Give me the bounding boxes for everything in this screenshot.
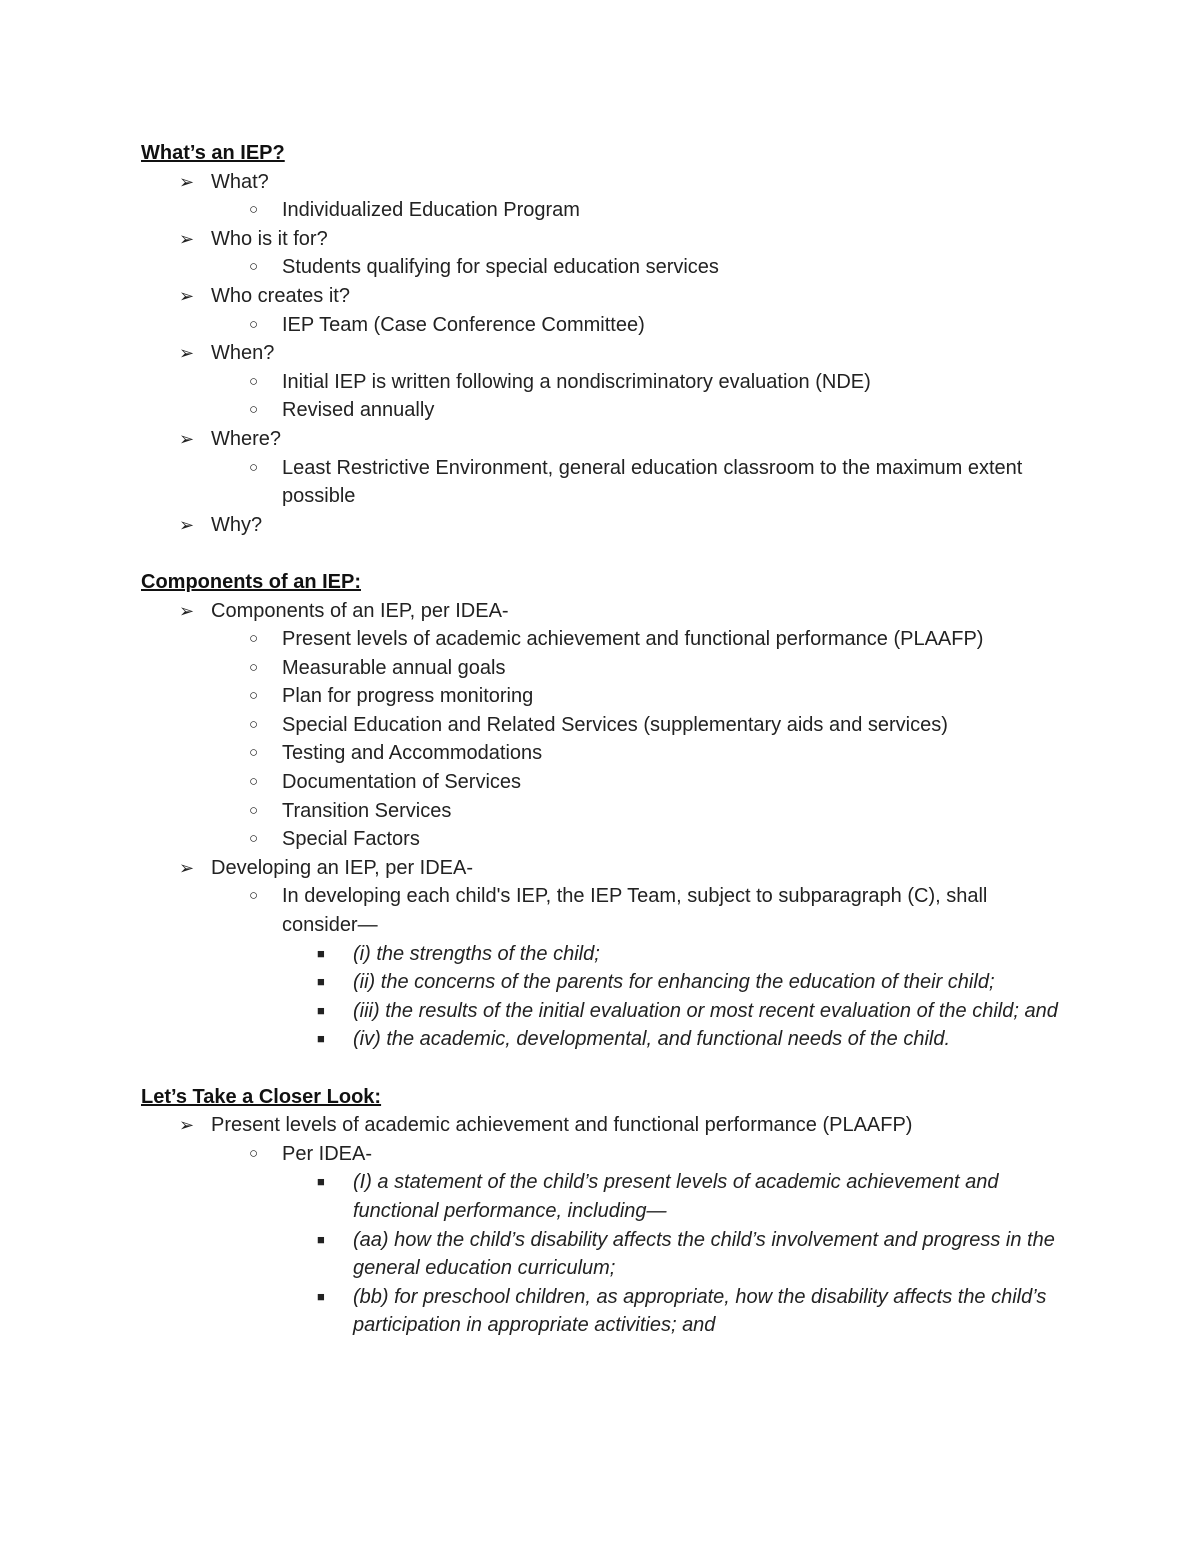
list-item (141, 968, 1061, 997)
list-item (141, 282, 1061, 311)
list-item (141, 625, 1061, 654)
list-item-text: (iv) the academic, developmental, and functional needs of the child. (353, 1028, 951, 1051)
circle-bullet-icon: ○ (249, 687, 259, 705)
list-item-text: Per IDEA- (282, 1142, 373, 1165)
circle-bullet-icon: ○ (249, 887, 259, 905)
list-item (141, 454, 1061, 511)
list-item (141, 196, 1061, 225)
list-item (141, 997, 1061, 1026)
list-item-text: IEP Team (Case Conference Committee) (282, 313, 645, 336)
list-item (141, 311, 1061, 340)
list-item (141, 597, 1061, 626)
arrow-bullet-icon: ➢ (179, 428, 195, 449)
list-item-text: Measurable annual goals (282, 656, 506, 679)
list-item-text: Students qualifying for special education services (282, 256, 719, 279)
list-item-text: Why? (211, 513, 263, 536)
list-item-text: Initial IEP is written following a nondiscriminatory evaluation (NDE) (282, 370, 871, 393)
list-item-text: Revised annually (282, 399, 435, 422)
circle-bullet-icon: ○ (249, 773, 259, 791)
square-bullet-icon: ■ (317, 1002, 325, 1018)
list-item-text: Special Education and Related Services (supplementary aids and services) (282, 713, 948, 736)
square-bullet-icon: ■ (317, 1288, 325, 1304)
circle-bullet-icon: ○ (249, 201, 259, 219)
list-item-text: Special Factors (282, 828, 420, 851)
arrow-bullet-icon: ➢ (179, 285, 195, 306)
list-item-text: Components of an IEP, per IDEA- (211, 599, 509, 622)
section-heading: Components of an IEP: (141, 570, 361, 593)
list-item (141, 1140, 1061, 1169)
arrow-bullet-icon: ➢ (179, 514, 195, 535)
arrow-bullet-icon: ➢ (179, 228, 195, 249)
list-item (141, 225, 1061, 254)
list-item (141, 854, 1061, 883)
square-bullet-icon: ■ (317, 974, 325, 990)
list-item (141, 253, 1061, 282)
list-item-text: Testing and Accommodations (282, 742, 543, 765)
circle-bullet-icon: ○ (249, 801, 259, 819)
list-item (141, 1168, 1061, 1225)
list-item (141, 168, 1061, 197)
list-item (141, 768, 1061, 797)
list-item (141, 739, 1061, 768)
list-item-text: Who is it for? (211, 227, 328, 250)
list-item-text: Present levels of academic achievement and functional performance (PLAAFP) (282, 628, 984, 651)
list-item (141, 654, 1061, 683)
circle-bullet-icon: ○ (249, 372, 259, 390)
arrow-bullet-icon: ➢ (179, 171, 195, 192)
list-item (141, 425, 1061, 454)
circle-bullet-icon: ○ (249, 458, 259, 476)
circle-bullet-icon: ○ (249, 830, 259, 848)
circle-bullet-icon: ○ (249, 630, 259, 648)
list-item-text: Individualized Education Program (282, 199, 580, 222)
section-heading: What’s an IEP? (141, 142, 285, 164)
circle-bullet-icon: ○ (249, 715, 259, 733)
section-heading: Let’s Take a Closer Look: (141, 1085, 382, 1108)
list-item (141, 396, 1061, 425)
list-item (141, 511, 1061, 540)
list-item-text: (i) the strengths of the child; (353, 942, 600, 965)
list-item (141, 882, 1061, 939)
square-bullet-icon: ■ (317, 1231, 325, 1247)
list-item-text: Present levels of academic achievement and functional performance (PLAAFP) (211, 1114, 913, 1137)
list-item (141, 1283, 1061, 1340)
arrow-bullet-icon: ➢ (179, 600, 195, 621)
list-item-text: (bb) for preschool children, as appropriate, how the disability affects the child’s participation in appropriate activities; and (353, 1285, 1047, 1337)
list-item (141, 339, 1061, 368)
circle-bullet-icon: ○ (249, 258, 259, 276)
list-item (141, 682, 1061, 711)
list-item-text: (ii) the concerns of the parents for enhancing the education of their child; (353, 971, 995, 994)
list-item (141, 797, 1061, 826)
document-body (141, 139, 1061, 1340)
list-item-text: In developing each child's IEP, the IEP Team, subject to subparagraph (C), shall consider— (282, 885, 988, 937)
circle-bullet-icon: ○ (249, 315, 259, 333)
list-item (141, 1226, 1061, 1283)
list-item (141, 1111, 1061, 1140)
circle-bullet-icon: ○ (249, 744, 259, 762)
list-item-text: Developing an IEP, per IDEA- (211, 856, 474, 879)
list-item-text: Plan for progress monitoring (282, 685, 534, 708)
list-item (141, 1025, 1061, 1054)
list-item-text: Where? (211, 427, 282, 450)
circle-bullet-icon: ○ (249, 401, 259, 419)
arrow-bullet-icon: ➢ (179, 1115, 195, 1136)
list-item-text: Who creates it? (211, 284, 350, 307)
list-item-text: Least Restrictive Environment, general education classroom to the maximum extent possible (282, 456, 1023, 508)
square-bullet-icon: ■ (317, 1031, 325, 1047)
square-bullet-icon: ■ (317, 1174, 325, 1190)
circle-bullet-icon: ○ (249, 1144, 259, 1162)
list-item-text: (iii) the results of the initial evaluation or most recent evaluation of the child; and (353, 999, 1058, 1022)
list-item-text: Documentation of Services (282, 771, 522, 794)
list-item-text: When? (211, 342, 275, 365)
blank-line (141, 539, 1061, 568)
blank-line (141, 1054, 1061, 1083)
arrow-bullet-icon: ➢ (179, 343, 195, 364)
list-item-text: Transition Services (282, 799, 452, 822)
circle-bullet-icon: ○ (249, 658, 259, 676)
list-item (141, 940, 1061, 969)
square-bullet-icon: ■ (317, 945, 325, 961)
arrow-bullet-icon: ➢ (179, 857, 195, 878)
list-item-text: (I) a statement of the child’s present levels of academic achievement and functional performance, including— (353, 1171, 999, 1222)
list-item (141, 368, 1061, 397)
list-item-text: (aa) how the child’s disability affects the child’s involvement and progress in the general education curriculum; (353, 1228, 1055, 1280)
list-item (141, 825, 1061, 854)
list-item (141, 711, 1061, 740)
list-item-text: What? (211, 170, 269, 193)
